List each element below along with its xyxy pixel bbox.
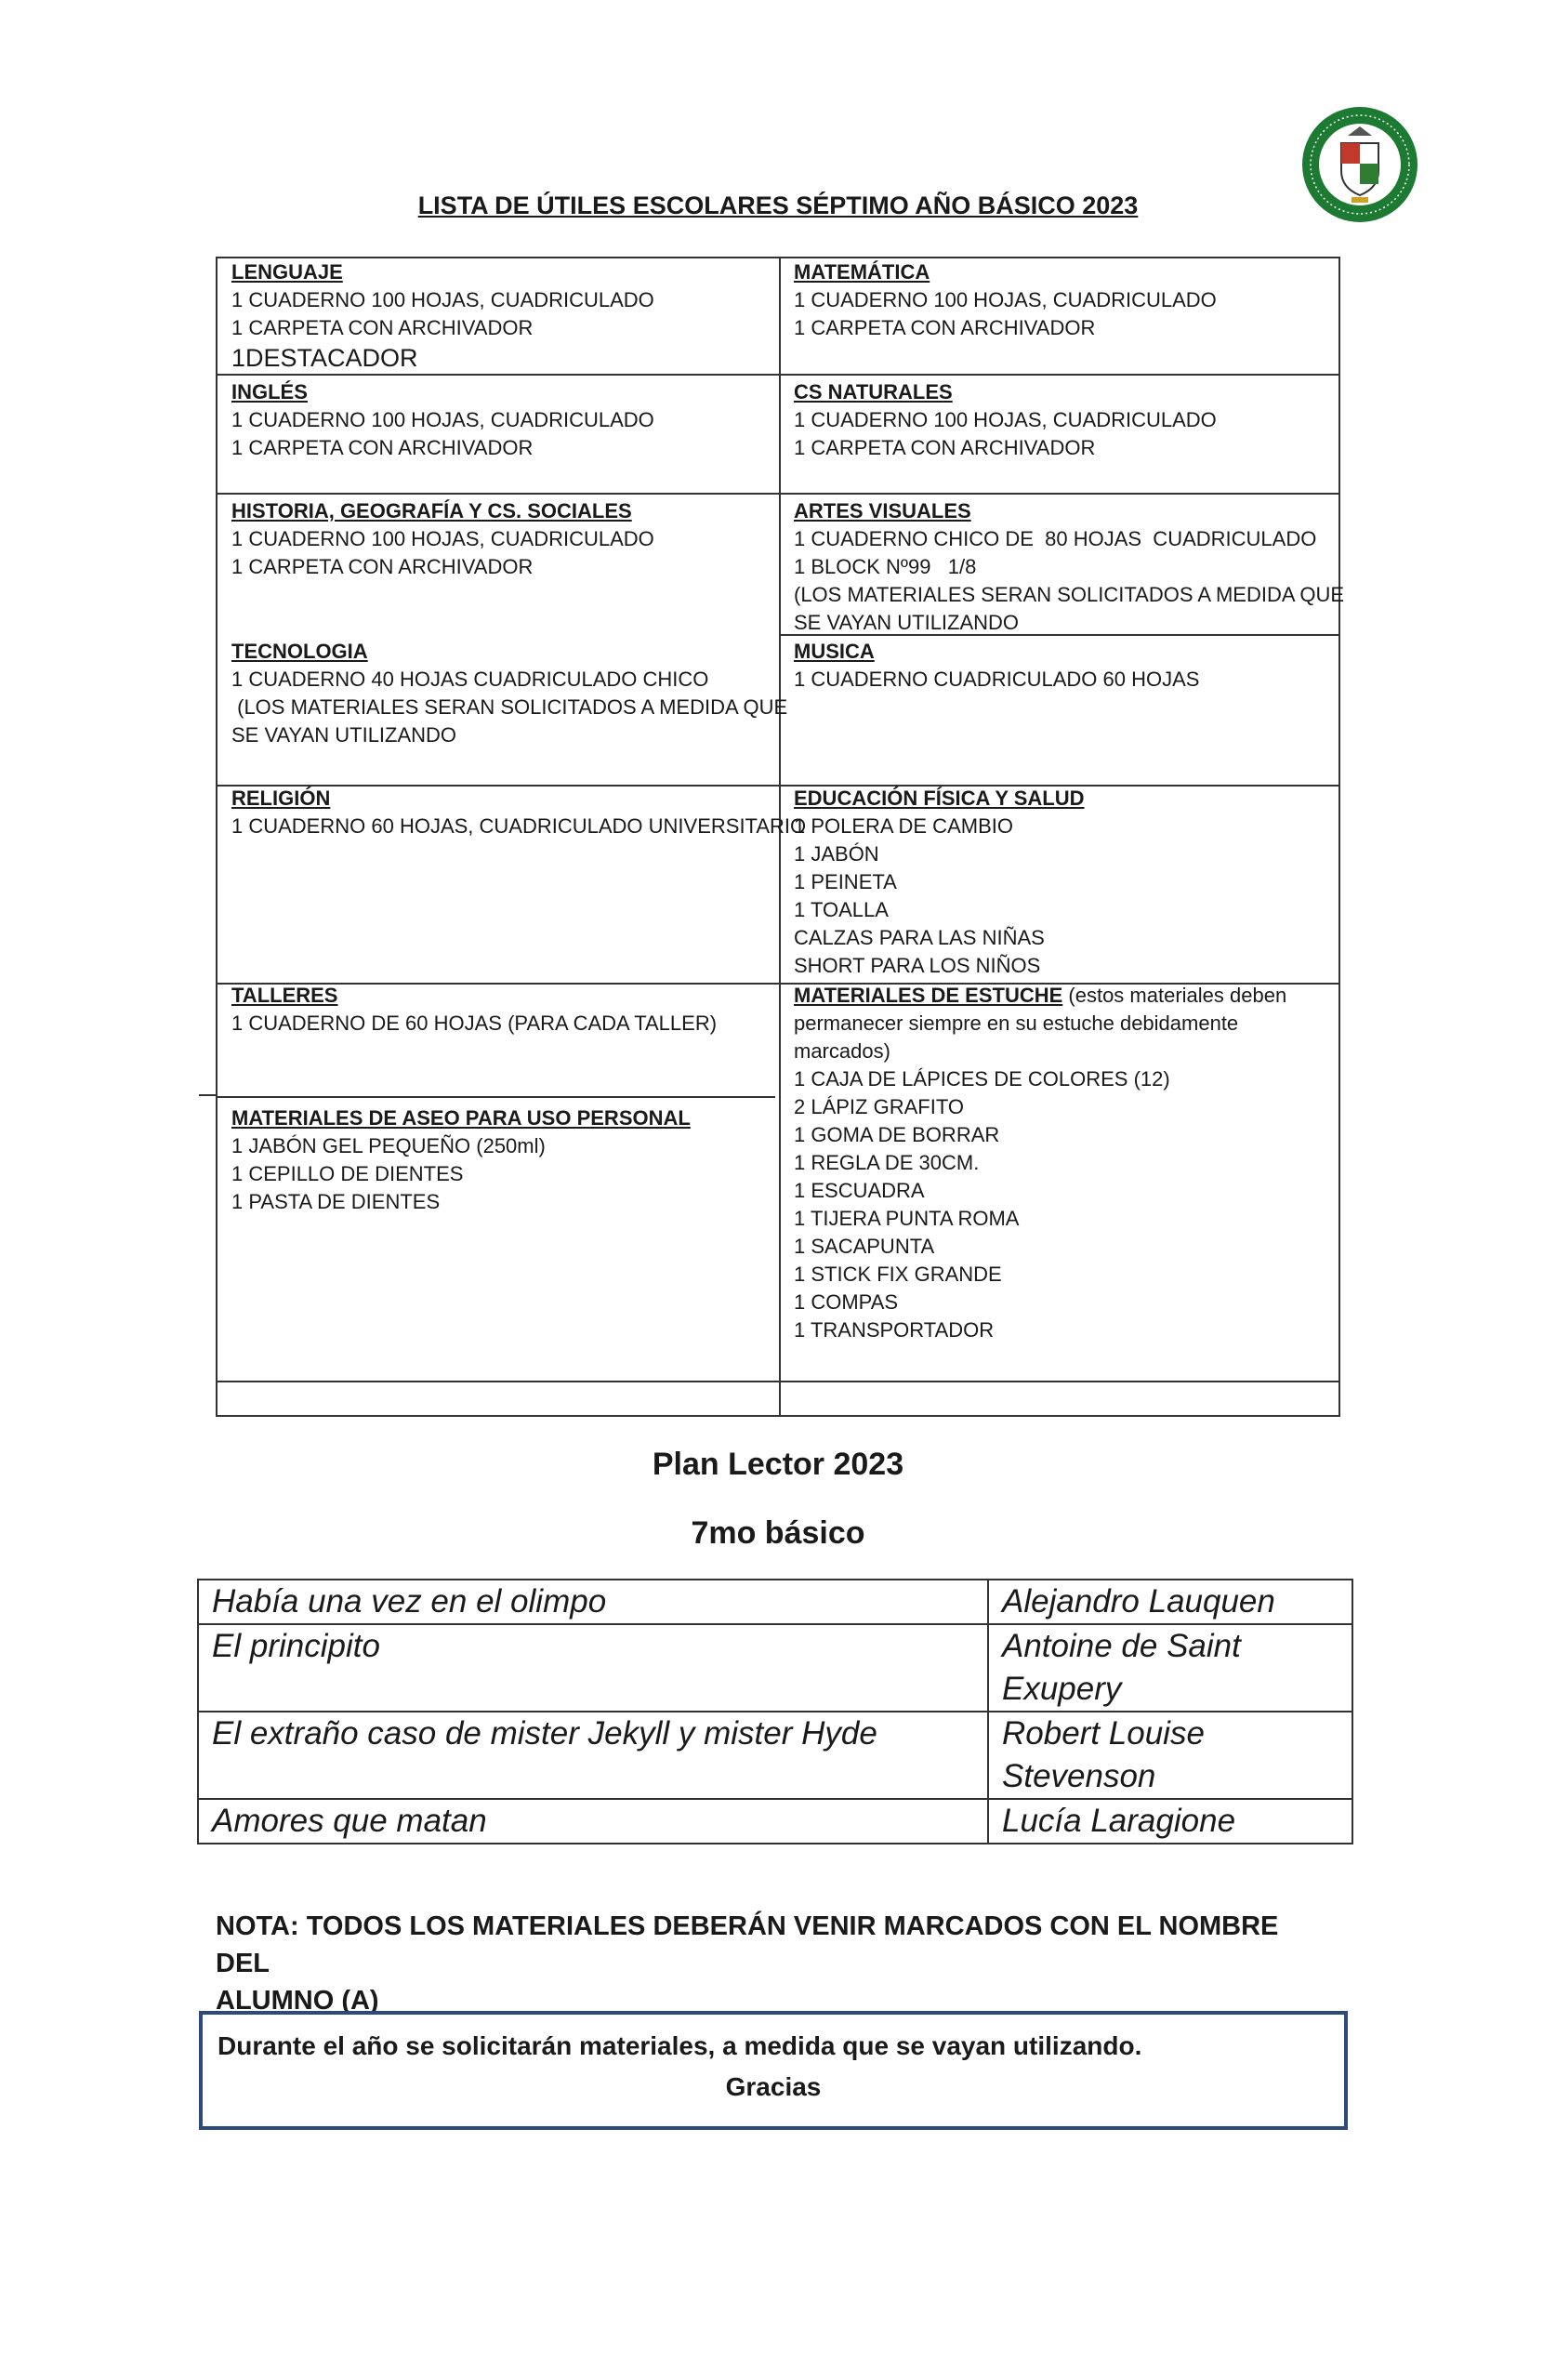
- supply-item: 1 CUADERNO CHICO DE 80 HOJAS CUADRICULADO: [794, 527, 1317, 550]
- supply-item: 1 GOMA DE BORRAR: [794, 1123, 1000, 1146]
- document-title: LISTA DE ÚTILES ESCOLARES SÉPTIMO AÑO BÁSICO 2023: [417, 192, 1139, 219]
- book-author-line: Robert Louise: [1002, 1715, 1205, 1752]
- row-divider: [218, 1096, 775, 1098]
- supply-item: 1 SACAPUNTA: [794, 1235, 935, 1258]
- subject-historia: [231, 497, 654, 581]
- row-divider: [218, 1381, 1340, 1382]
- subject-heading: MATERIALES DE ASEO PARA USO PERSONAL: [231, 1106, 691, 1130]
- message-box: [199, 2011, 1348, 2130]
- book-author-line: Stevenson: [1002, 1758, 1156, 1794]
- supply-item: 1 CARPETA CON ARCHIVADOR: [231, 316, 534, 339]
- supply-item: 1 CUADERNO 100 HOJAS, CUADRICULADO: [231, 527, 654, 550]
- nota-text: [216, 1908, 1312, 2019]
- subject-heading: ARTES VISUALES: [794, 499, 971, 522]
- supply-item: 1 REGLA DE 30CM.: [794, 1151, 980, 1174]
- subject-educacion-fisica: [794, 785, 1085, 980]
- subject-religion: [231, 785, 806, 840]
- thanks-text: Gracias: [725, 2072, 822, 2101]
- subject-artes-visuales: [794, 497, 1344, 637]
- supply-item: 1 JABÓN: [794, 842, 879, 866]
- subject-matematica: [794, 258, 1217, 342]
- supply-item: 1 CUADERNO 100 HOJAS, CUADRICULADO: [794, 408, 1217, 431]
- subject-heading: TALLERES: [231, 984, 338, 1007]
- supply-item: 1 STICK FIX GRANDE: [794, 1263, 1002, 1286]
- estuche-note: marcados): [794, 1039, 890, 1063]
- supply-item: SE VAYAN UTILIZANDO: [794, 611, 1020, 634]
- book-author-line: Lucía Laragione: [1002, 1803, 1236, 1839]
- plan-lector-grade: 7mo básico: [691, 1515, 865, 1551]
- book-title: El extraño caso de mister Jekyll y mister Hyde: [198, 1712, 988, 1799]
- message-text: Durante el año se solicitarán materiales, a medida que se vayan utilizando.: [218, 2031, 1142, 2060]
- table-row: [198, 1624, 1352, 1712]
- supply-item: 1 CARPETA CON ARCHIVADOR: [794, 316, 1096, 339]
- supply-item: (LOS MATERIALES SERAN SOLICITADOS A MEDIDA QUE: [231, 695, 788, 719]
- plan-lector-title: Plan Lector 2023: [652, 1447, 904, 1482]
- supply-item: 1 BLOCK Nº99 1/8: [794, 555, 977, 578]
- supply-item: 1 PASTA DE DIENTES: [231, 1190, 441, 1213]
- subject-materiales-estuche: [794, 982, 1286, 1344]
- line-mark: [199, 1094, 218, 1096]
- supply-item: 1 CUADERNO 100 HOJAS, CUADRICULADO: [231, 408, 654, 431]
- subject-heading: CS NATURALES: [794, 380, 953, 403]
- subject-ingles: [231, 378, 654, 462]
- row-divider: [779, 374, 1340, 376]
- supply-item: 1 COMPAS: [794, 1290, 899, 1314]
- book-author: [988, 1712, 1352, 1799]
- book-title: Había una vez en el olimpo: [198, 1580, 988, 1624]
- supply-item: 1DESTACADOR: [231, 344, 418, 372]
- subject-heading: LENGUAJE: [231, 260, 343, 284]
- reading-list-table: [197, 1579, 1353, 1844]
- subject-materiales-aseo: [231, 1104, 691, 1216]
- row-divider: [218, 493, 1340, 495]
- supply-item: 1 CUADERNO 60 HOJAS, CUADRICULADO UNIVERSITARIO: [231, 814, 807, 838]
- supply-item: 1 POLERA DE CAMBIO: [794, 814, 1013, 838]
- subject-heading: RELIGIÓN: [231, 787, 331, 810]
- supply-item: 1 CUADERNO 40 HOJAS CUADRICULADO CHICO: [231, 668, 709, 691]
- table-row: [198, 1712, 1352, 1799]
- subject-musica: [794, 638, 1199, 694]
- subject-heading: MUSICA: [794, 640, 875, 663]
- supply-item: (LOS MATERIALES SERAN SOLICITADOS A MEDIDA QUE: [794, 583, 1345, 606]
- supply-item: SHORT PARA LOS NIÑOS: [794, 954, 1041, 977]
- supply-item: SE VAYAN UTILIZANDO: [231, 723, 457, 747]
- book-author-line: Alejandro Lauquen: [1002, 1583, 1275, 1620]
- supply-item: 1 ESCUADRA: [794, 1179, 925, 1202]
- subject-heading: MATERIALES DE ESTUCHE: [794, 984, 1063, 1007]
- subject-heading: HISTORIA, GEOGRAFÍA Y CS. SOCIALES: [231, 499, 632, 522]
- supply-item: 1 CAJA DE LÁPICES DE COLORES (12): [794, 1067, 1170, 1091]
- subject-talleres: [231, 982, 717, 1038]
- supply-item: 1 PEINETA: [794, 870, 897, 893]
- supply-item: CALZAS PARA LAS NIÑAS: [794, 926, 1045, 949]
- supply-item: 1 JABÓN GEL PEQUEÑO (250ml): [231, 1134, 546, 1157]
- subject-lenguaje: [231, 258, 654, 374]
- table-row: [198, 1580, 1352, 1624]
- table-row: [198, 1799, 1352, 1844]
- book-author: [988, 1580, 1352, 1624]
- supply-item: 1 CUADERNO 100 HOJAS, CUADRICULADO: [231, 288, 654, 311]
- supply-item: 1 TRANSPORTADOR: [794, 1318, 995, 1342]
- supply-item: 1 CARPETA CON ARCHIVADOR: [794, 436, 1096, 459]
- estuche-heading-line: [794, 982, 1286, 1010]
- nota-line: ALUMNO (A): [216, 1986, 379, 2016]
- supply-item: 1 CUADERNO CUADRICULADO 60 HOJAS: [794, 668, 1200, 691]
- estuche-note: permanecer siempre en su estuche debidamente: [794, 1012, 1239, 1035]
- supply-item: 1 CUADERNO 100 HOJAS, CUADRICULADO: [794, 288, 1217, 311]
- book-author: [988, 1624, 1352, 1712]
- book-author-line: Exupery: [1002, 1671, 1122, 1707]
- book-title: Amores que matan: [198, 1799, 988, 1844]
- subject-heading: EDUCACIÓN FÍSICA Y SALUD: [794, 787, 1085, 810]
- row-divider: [218, 374, 779, 376]
- nota-line: NOTA: TODOS LOS MATERIALES DEBERÁN VENIR MARCADOS CON EL NOMBRE DEL: [216, 1911, 1279, 1978]
- subject-heading: MATEMÁTICA: [794, 260, 930, 284]
- supply-item: 1 CEPILLO DE DIENTES: [231, 1162, 464, 1185]
- book-author-line: Antoine de Saint: [1002, 1628, 1241, 1664]
- supply-item: 1 TIJERA PUNTA ROMA: [794, 1207, 1020, 1230]
- supply-item: 1 TOALLA: [794, 898, 889, 921]
- supply-item: 1 CARPETA CON ARCHIVADOR: [231, 436, 534, 459]
- book-title: El principito: [198, 1624, 988, 1712]
- subject-cs-naturales: [794, 378, 1217, 462]
- subject-heading: INGLÉS: [231, 380, 308, 403]
- supplies-table: [216, 257, 1345, 1417]
- supply-item: 1 CUADERNO DE 60 HOJAS (PARA CADA TALLER): [231, 1012, 718, 1035]
- book-author: [988, 1799, 1352, 1844]
- estuche-note: (estos materiales deben: [1062, 984, 1287, 1007]
- subject-tecnologia: [231, 638, 787, 749]
- supply-item: 1 CARPETA CON ARCHIVADOR: [231, 555, 534, 578]
- subject-heading: TECNOLOGIA: [231, 640, 368, 663]
- supply-item: 2 LÁPIZ GRAFITO: [794, 1095, 964, 1118]
